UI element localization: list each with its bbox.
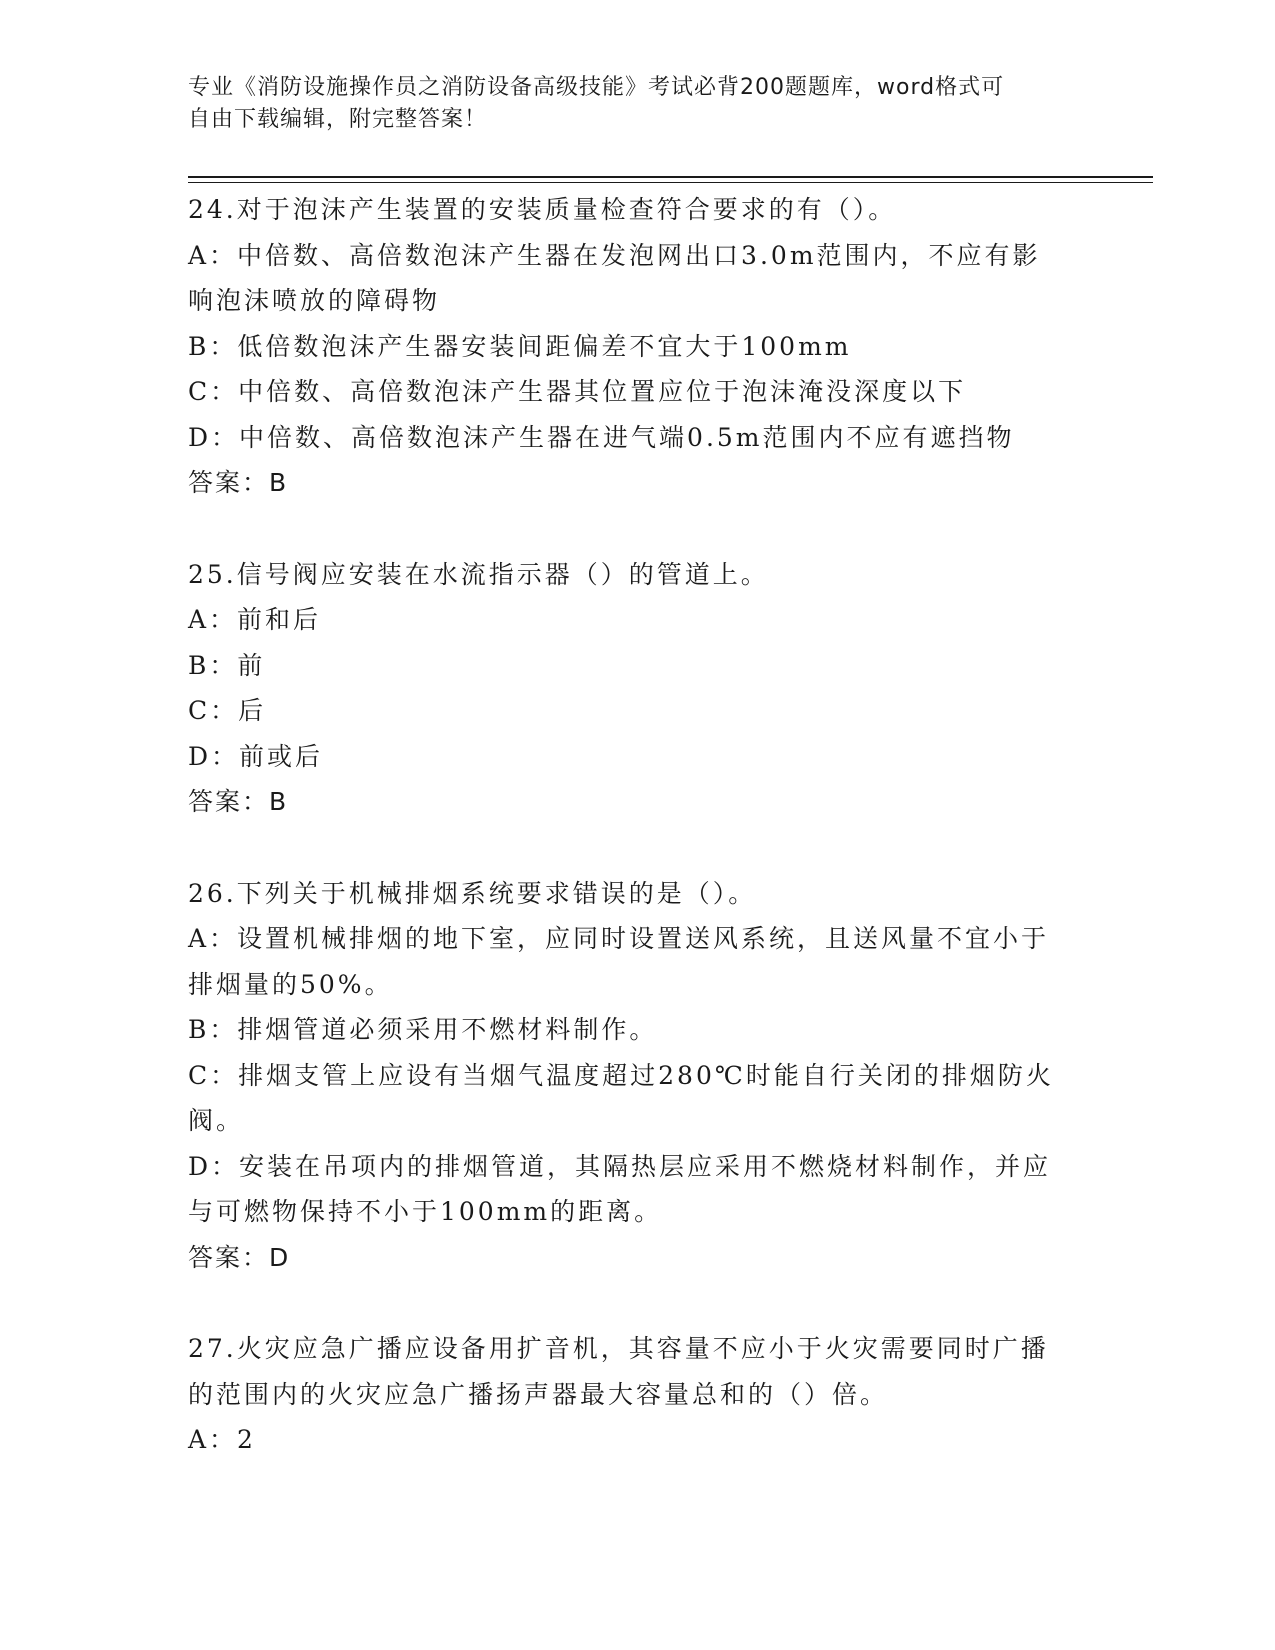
question-option: A：设置机械排烟的地下室，应同时设置送风系统，且送风量不宜小于 [188, 924, 1050, 953]
header-rule-thin [188, 182, 1153, 183]
question-option: 与可燃物保持不小于100mm的距离。 [188, 1197, 663, 1226]
question-stem: 26.下列关于机械排烟系统要求错误的是（）。 [188, 878, 757, 908]
question-option: B：排烟管道必须采用不燃材料制作。 [188, 1015, 658, 1044]
question-stem: 24.对于泡沫产生装置的安装质量检查符合要求的有（）。 [188, 195, 897, 224]
question-option: B：低倍数泡沫产生器安装间距偏差不宜大于100mm [188, 331, 852, 361]
question-option: 阀。 [188, 1106, 245, 1135]
question-spacer [188, 825, 1088, 871]
question-stem: 的范围内的火灾应急广播扬声器最大容量总和的（）倍。 [188, 1379, 889, 1409]
question-option: A：中倍数、高倍数泡沫产生器在发泡网出口3.0m范围内，不应有影 [188, 240, 1041, 270]
question-stem: 27.火灾应急广播应设备用扩音机，其容量不应小于火灾需要同时广播 [188, 1334, 1049, 1363]
question-option: C：中倍数、高倍数泡沫产生器其位置应位于泡沫淹没深度以下 [188, 377, 967, 406]
question-block [188, 187, 1088, 552]
question-option: D：中倍数、高倍数泡沫产生器在进气端0.5m范围内不应有遮挡物 [188, 422, 1015, 452]
question-option: C：排烟支管上应设有当烟气温度超过280℃时能自行关闭的排烟防火 [188, 1060, 1054, 1090]
question-list [188, 187, 1088, 1463]
question-block [188, 871, 1088, 1327]
question-option: A：前和后 [188, 605, 322, 634]
question-option: B：前 [188, 650, 266, 680]
question-block [188, 552, 1088, 871]
header-line-2: 自由下载编辑，附完整答案！ [188, 107, 488, 132]
question-option: D：前或后 [188, 741, 324, 771]
question-option: 响泡沫喷放的障碍物 [188, 286, 441, 315]
question-stem: 25.信号阀应安装在水流指示器（）的管道上。 [188, 559, 769, 589]
document-header [188, 72, 1088, 136]
question-spacer [188, 506, 1088, 552]
question-option: C：后 [188, 696, 267, 725]
question-block [188, 1326, 1088, 1463]
answer-line: 答案：B [188, 787, 289, 816]
question-spacer [188, 1280, 1088, 1326]
question-option: D：安装在吊项内的排烟管道，其隔热层应采用不燃烧材料制作，并应 [188, 1151, 1052, 1181]
answer-line: 答案：D [188, 1242, 291, 1272]
header-rule-thick [188, 176, 1153, 178]
question-option: A：2 [188, 1425, 256, 1454]
question-option: 排烟量的50%。 [188, 969, 393, 999]
answer-line: 答案：B [188, 468, 289, 497]
header-line-1: 专业《消防设施操作员之消防设备高级技能》考试必背200题题库，word格式可 [188, 75, 1005, 100]
